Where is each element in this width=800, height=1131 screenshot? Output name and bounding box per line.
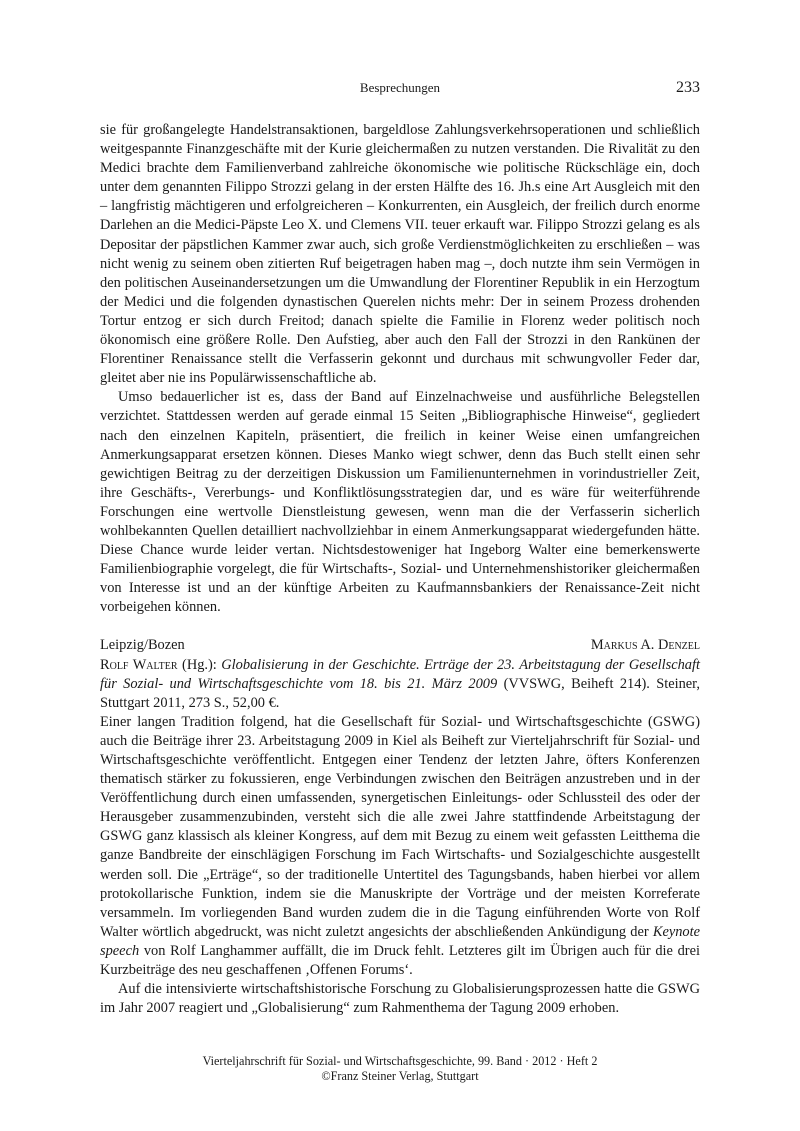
review2-p1-part1: Einer langen Tradition folgend, hat die Gesellschaft für Sozial- und Wirtschaftsgeschichte (GSWG) auch die Beiträge ihrer 23. Arbeitstagung 2009 in Kiel als Beiheft zur Vierteljahrschrift für Sozial- und Wirtschaftsgeschichte veröffentlicht. Entgegen einer Tendenz der letzten Jahre, öfters Konferenzen thematisch stärker zu fokussieren, enge Verbindungen zwischen den Beiträgen anzustreben und in der Veröffentlichung durch einen umfassenden, synergetischen Einleitungs- oder Schlussteil des oder der Herausgeber zusammenzubinden, versteht sich die alle zwei Jahre stattfindende Arbeitstagung der GSWG ganz klassisch als kleiner Kongress, auf dem mit Bezug zu einem weit gefassten Leitthema die ganze Bandbreite der einschlägigen Forschung im Fach Wirtschafts- und Sozialgeschichte ausgestellt werden soll. Die „Erträge“, so der traditionelle Untertitel des Tagungsbands, haben hierbei vor allem protokollarische Funktion, indem sie die Manuskripte der Vorträge und der meisten Korreferate versammeln. Im vorliegenden Band wurden zudem die in die Tagung einführenden Worte von Rolf Walter wörtlich abgedruckt, was nicht zuletzt angesichts der abschließenden Ankündigung der xyxy=(100,713,700,940)
review1-paragraph-2: Umso bedauerlicher ist es, dass der Band auf Einzelnachweise und ausführliche Belegstellen verzichtet. Stattdessen werden auf gerade einmal 15 Seiten „Bibliographische Hinweise“, gegliedert nach den einzelnen Kapiteln, präsentiert, die freilich in keiner Weise einen umfangreichen Anmerkungsapparat ersetzen können. Dieses Manko wiegt schwer, denn das Buch stellt einen sehr gewichtigen Beitrag zu der derzeitigen Diskussion um Familienunternehmen in vorindustrieller Zeit, ihre Geschäfts-, Vererbungs- und Konfliktlösungsstrategien dar, und es wäre für weiterführende Forschungen eine wertvolle Dienstleistung gewesen, wenn man die der Verfasserin sicherlich wohlbekannten Quellen detailliert nachvollziehbar in einem Anmerkungsapparat wiedergefunden hätte. Diese Chance wurde leider vertan. Nichtsdestoweniger hat Ingeborg Walter eine bemerkenswerte Familienbiographie vorgelegt, die für Wirtschafts-, Sozial- und Unternehmenshistoriker gleichermaßen von Interesse ist und an der künftige Arbeiten zu Kaufmannsbankiers der Renaissance-Zeit nicht vorbeigehen können. xyxy=(100,389,700,616)
review2-publication: (VVSWG, Beiheft 214). Steiner, Stuttgart 2011, 273 S., 52,00 €. xyxy=(100,675,700,711)
running-head: Besprechungen xyxy=(359,80,441,95)
footer-copyright-line: ©Franz Steiner Verlag, Stuttgart xyxy=(321,1069,479,1083)
review2-editor-note: (Hg.): xyxy=(177,656,222,673)
review2-p1-italic: Keynote speech xyxy=(100,923,700,959)
review2-p1-part2: von Rolf Langhammer auffällt, die im Druck fehlt. Letzteres gilt im Übrigen auch für die drei Kurzbeiträge des neu geschaffenen ‚Offenen Forums‘. xyxy=(100,942,700,979)
review2-bibliographic-entry xyxy=(100,656,700,713)
review2-paragraph-1 xyxy=(100,713,700,980)
review1-place: Leipzig/Bozen xyxy=(100,637,185,654)
footer-journal-line: Vierteljahrschrift für Sozial- und Wirtschaftsgeschichte, 99. Band · 2012 · Heft 2 xyxy=(202,1054,598,1068)
page-footer xyxy=(100,1054,700,1084)
review1-signoff xyxy=(100,636,700,655)
review2-author: Rolf Walter xyxy=(100,656,178,673)
page-number: 233 xyxy=(676,79,700,96)
review2-paragraph-2: Auf die intensivierte wirtschaftshistorische Forschung zu Globalisierungsprozessen hatte die GSWG im Jahr 2007 reagiert und „Globalisierung“ zum Rahmenthema der Tagung 2009 erhoben. xyxy=(100,981,700,1017)
review2-title: Globalisierung in der Geschichte. Erträge der 23. Arbeitstagung der Gesellschaft für Sozial- und Wirtschaftsgeschichte vom 18. bis 21. März 2009 xyxy=(100,656,700,692)
review1-paragraph-1: sie für großangelegte Handelstransaktionen, bargeldlose Zahlungsverkehrsoperationen und schließlich weitgespannte Finanzgeschäfte mit der Kurie gleichermaßen zu nutzen verstanden. Die Rivalität zu den Medici brachte dem Familienverband zahlreiche ökonomische wie politische Rückschläge ein, doch unter dem genannten Filippo Strozzi gelang in der ersten Hälfte des 16. Jh.s eine Art Ausgleich mit den – langfristig mächtigeren und erfolgreicheren – Konkurrenten, ein Ausgleich, der freilich durch enorme Darlehen an die Medici-Päpste Leo X. und Clemens VII. teuer erkauft war. Filippo Strozzi gelang es als Depositar der päpstlichen Kammer zwar auch, sich große Verdienstmöglichkeiten zu erschließen – was nicht wenig zu seinem oben zitierten Ruf beigetragen haben mag –, doch nutzte ihm sein Vermögen in den politischen Auseinandersetzungen um die Umwandlung der Florentiner Republik in ein Herzogtum der Medici und die folgenden dynastischen Querelen nichts mehr: Der in seinem Prozess drohenden Tortur entzog er sich durch Freitod; danach spielte die Familie in Florenz weder politisch noch ökonomisch eine größere Rolle. Den Aufstieg, aber auch den Fall der Strozzi in den Rankünen der Florentiner Renaissance stellt die Verfasserin gekonnt und durchaus mit schwungvoller Feder dar, gleitet aber nie ins Populärwissenschaftliche ab. xyxy=(100,122,700,387)
review1-reviewer: Markus A. Denzel xyxy=(590,637,700,654)
page-body xyxy=(100,121,700,1018)
